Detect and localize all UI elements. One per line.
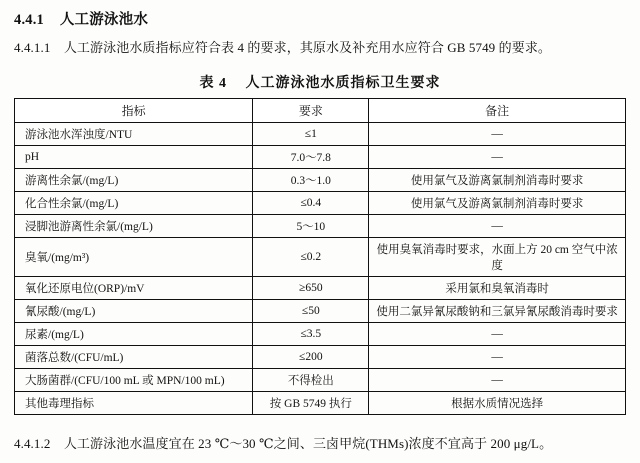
cell-requirement: ≤3.5 (253, 323, 369, 346)
cell-note: 使用氯气及游离氯制剂消毒时要求 (369, 169, 626, 192)
cell-note: — (369, 323, 626, 346)
cell-item: 尿素/(mg/L) (15, 323, 253, 346)
cell-requirement: 不得检出 (253, 369, 369, 392)
table-title-text: 人工游泳池水质指标卫生要求 (245, 76, 441, 91)
section-number: 4.4.1 (14, 12, 44, 28)
cell-item: 游泳池水浑浊度/NTU (15, 123, 253, 146)
table-row (15, 169, 626, 192)
paragraph-text: 人工游泳池水温度宜在 23 ℃～30 ℃之间、三卤甲烷(THMs)浓度不宜高于 200 μg/L。 (63, 435, 553, 451)
table-row (15, 277, 626, 300)
paragraph-text: 人工游泳池水质指标应符合表 4 的要求，其原水及补充用水应符合 GB 5749 的要求。 (63, 40, 552, 55)
cell-note: — (369, 146, 626, 169)
cell-requirement: 5～10 (253, 215, 369, 238)
cell-requirement: 7.0～7.8 (253, 146, 369, 169)
cell-requirement: 按 GB 5749 执行 (253, 392, 369, 415)
paragraph-4411 (14, 38, 626, 58)
cell-note: 采用氯和臭氧消毒时 (369, 277, 626, 300)
cell-requirement: ≤50 (253, 300, 369, 323)
cell-note: — (369, 346, 626, 369)
cell-note: 使用二氯异氰尿酸钠和三氯异氰尿酸消毒时要求 (369, 300, 626, 323)
column-header-item: 指标 (15, 99, 253, 123)
table-header-row (15, 99, 626, 123)
cell-item: 其他毒理指标 (15, 392, 253, 415)
table-row (15, 323, 626, 346)
cell-note: 使用氯气及游离氯制剂消毒时要求 (369, 192, 626, 215)
cell-item: 菌落总数/(CFU/mL) (15, 346, 253, 369)
table-row (15, 392, 626, 415)
paragraph-4412 (14, 434, 630, 454)
cell-note: — (369, 215, 626, 238)
table-caption (0, 72, 640, 92)
cell-requirement: ≤0.4 (253, 192, 369, 215)
cell-requirement: ≤0.2 (253, 238, 369, 277)
cell-item: 化合性余氯/(mg/L) (15, 192, 253, 215)
cell-item: pH (15, 146, 253, 169)
cell-item: 游离性余氯/(mg/L) (15, 169, 253, 192)
cell-item: 氧化还原电位(ORP)/mV (15, 277, 253, 300)
column-header-note: 备注 (369, 99, 626, 123)
cell-note: 根据水质情况选择 (369, 392, 626, 415)
cell-note: 使用臭氧消毒时要求，水面上方 20 cm 空气中浓度 (369, 238, 626, 277)
cell-note: — (369, 123, 626, 146)
paragraph-number: 4.4.1.1 (14, 40, 51, 55)
column-header-requirement: 要求 (253, 99, 369, 123)
cell-item: 浸脚池游离性余氯/(mg/L) (15, 215, 253, 238)
cell-note: — (369, 369, 626, 392)
cell-item: 氰尿酸/(mg/L) (15, 300, 253, 323)
table-label: 表 4 (199, 76, 227, 91)
cell-item: 大肠菌群/(CFU/100 mL 或 MPN/100 mL) (15, 369, 253, 392)
table-row (15, 238, 626, 277)
table-row (15, 146, 626, 169)
cell-requirement: 0.3～1.0 (253, 169, 369, 192)
table-row (15, 346, 626, 369)
table-row (15, 300, 626, 323)
section-title: 人工游泳池水 (59, 12, 149, 28)
table-row (15, 215, 626, 238)
cell-requirement: ≥650 (253, 277, 369, 300)
section-heading (14, 8, 148, 29)
paragraph-number: 4.4.1.2 (14, 435, 51, 451)
water-quality-table (14, 98, 626, 415)
cell-requirement: ≤200 (253, 346, 369, 369)
table-row (15, 123, 626, 146)
table-row (15, 369, 626, 392)
cell-item: 臭氧/(mg/m³) (15, 238, 253, 277)
cell-requirement: ≤1 (253, 123, 369, 146)
table-row (15, 192, 626, 215)
